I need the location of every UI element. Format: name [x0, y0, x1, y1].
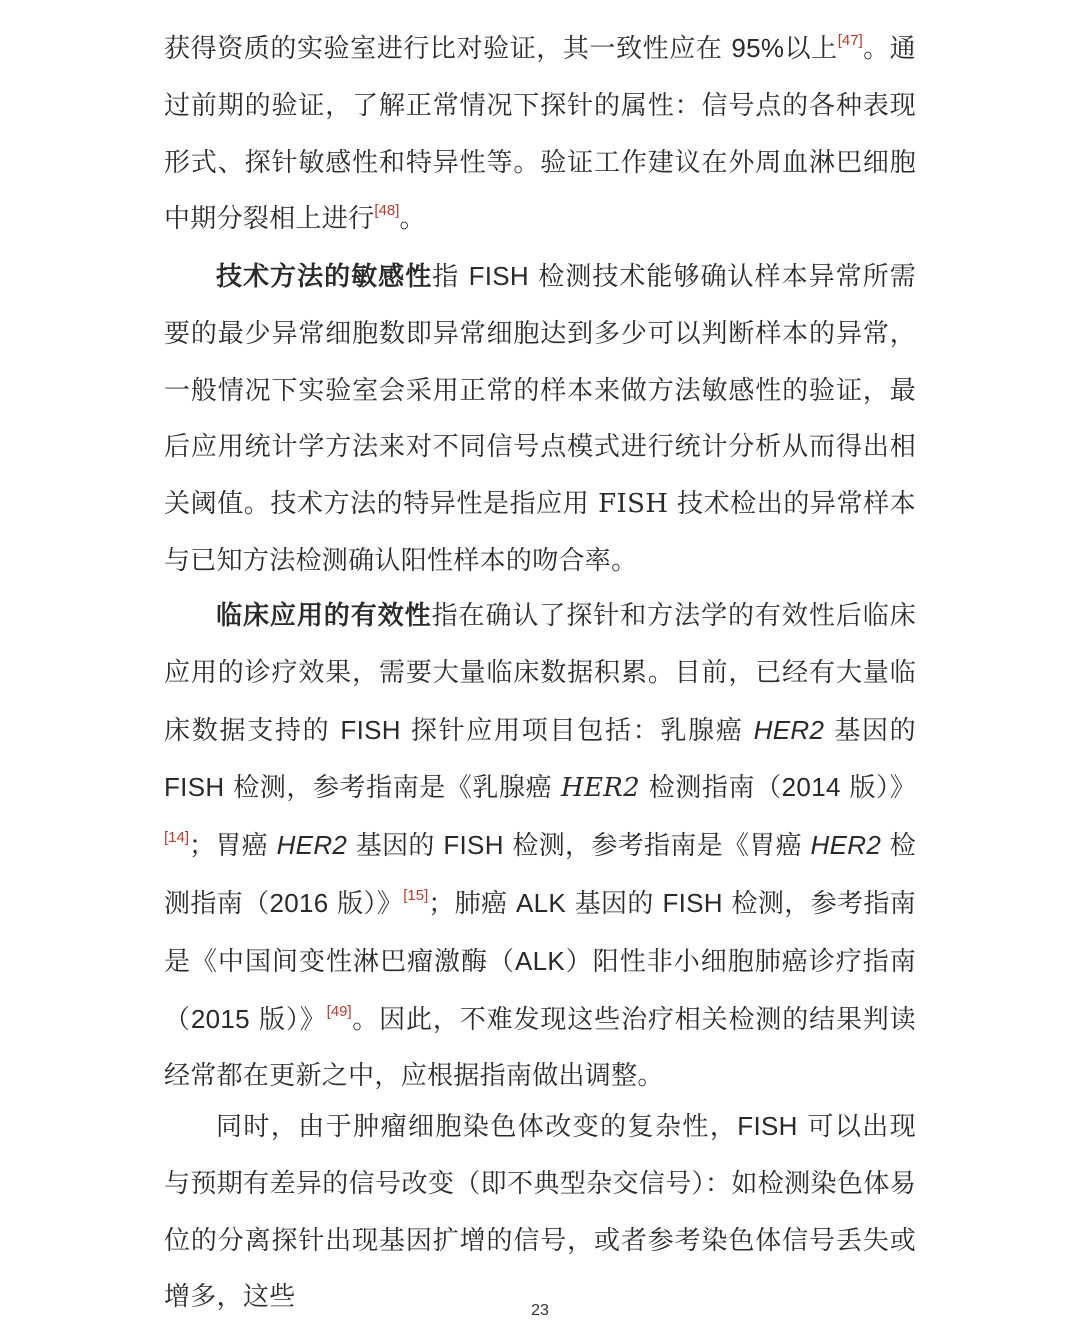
text-run: FISH — [340, 714, 401, 745]
text-run: 检测指南（ — [639, 773, 782, 804]
page-number: 23 — [531, 1302, 549, 1319]
text-run: ；胃癌 — [189, 831, 277, 862]
text-run: 95% — [731, 33, 785, 63]
citation-link[interactable]: [48] — [374, 202, 400, 220]
text-run: 版）》 — [840, 773, 916, 804]
text-run: 可以出现与预期有差异的信号改变（即不典型杂交信号）：如检测染色体易位的分离探针出现基因扩增的信号，或者参考染色体信号丢失或增多，这些 — [164, 1112, 917, 1313]
text-run: 2016 — [269, 887, 329, 918]
text-run: 指在确认了探针和方法学的有效性后临床应用的诊疗效果，需要大量临床数据积累。目前，已经有大量临床数据支持的 — [164, 601, 917, 746]
text-run: FISH — [468, 261, 530, 291]
paragraph-sensitivity — [164, 248, 916, 590]
text-run: 版）》 — [249, 1004, 327, 1035]
paragraph-validation — [164, 20, 916, 248]
citation-link[interactable]: [47] — [837, 32, 863, 49]
text-run: FISH — [737, 1111, 798, 1141]
text-run: 检测，参考指南是《中国间变性淋巴瘤激酶（ — [164, 888, 917, 977]
text-run: 基因的 — [347, 831, 444, 862]
citation-link[interactable]: [49] — [326, 1002, 352, 1020]
text-run: FISH — [164, 772, 225, 803]
citation-link[interactable]: [15] — [403, 886, 429, 904]
text-run: 2014 — [781, 772, 841, 803]
text-run: 。因此，不难发现这些治疗相关检测的结果判读经常都在更新之中，应根据指南做出调整。 — [164, 1004, 916, 1092]
text-run: ALK — [516, 887, 567, 918]
text-run: 获得资质的实验室进行比对验证，其一致性应在 — [164, 34, 732, 64]
text-run: 检测指南（ — [164, 831, 917, 919]
section-lead-clinical: 临床应用的有效性 — [216, 601, 432, 631]
text-run: 探针应用项目包括：乳腺癌 — [400, 715, 754, 746]
text-run: FISH — [443, 830, 504, 861]
gene-name: HER2 — [276, 830, 348, 861]
text-run: 检测，参考指南是《胃癌 — [503, 831, 811, 862]
text-run: 检测技术能够确认样本异常所需要的最少异常细胞数即异常细胞达到多少可以判断样本的异常，一般情况下实验室会采用正常的样本来做方法敏感性的验证，最后应用统计学方法来对不同信号点模式进行统计分析从而得出相关阈值。技术方法的特异性是指应用 FISH 技术检出的异常样本与已知方法检测确认阳性样本的吻合率。 — [164, 262, 916, 576]
citation-link[interactable]: [14] — [164, 829, 190, 847]
text-run: ）阳性非小细胞肺癌诊疗指南（ — [164, 946, 917, 1035]
text-run: 基因的 — [824, 715, 916, 746]
gene-name: HER2 — [810, 830, 882, 861]
text-run: 。 — [399, 204, 426, 235]
text-run: FISH — [662, 887, 723, 918]
text-run: 检测，参考指南是《乳腺癌 — [224, 773, 561, 804]
section-lead-sensitivity: 技术方法的敏感性 — [216, 262, 433, 292]
text-run: 指 — [432, 262, 469, 292]
text-run: 以上 — [784, 34, 838, 64]
gene-name: HER2 — [753, 714, 825, 745]
text-run: 同时，由于肿瘤细胞染色体改变的复杂性， — [216, 1112, 738, 1142]
text-run: 2015 — [190, 1003, 250, 1034]
text-run: ；肺癌 — [428, 888, 517, 919]
text-run: ALK — [514, 945, 566, 976]
paragraph-atypical-signals — [164, 1098, 916, 1326]
text-run: 版）》 — [328, 888, 404, 919]
text-run: 基因的 — [566, 888, 663, 919]
gene-name: HER2 — [560, 773, 640, 804]
text-run: 。通过前期的验证，了解正常情况下探针的属性：信号点的各种表现形式、探针敏感性和特异性等。验证工作建议在外周血淋巴细胞中期分裂相上进行 — [164, 34, 916, 235]
paragraph-clinical-validity — [164, 588, 916, 1105]
